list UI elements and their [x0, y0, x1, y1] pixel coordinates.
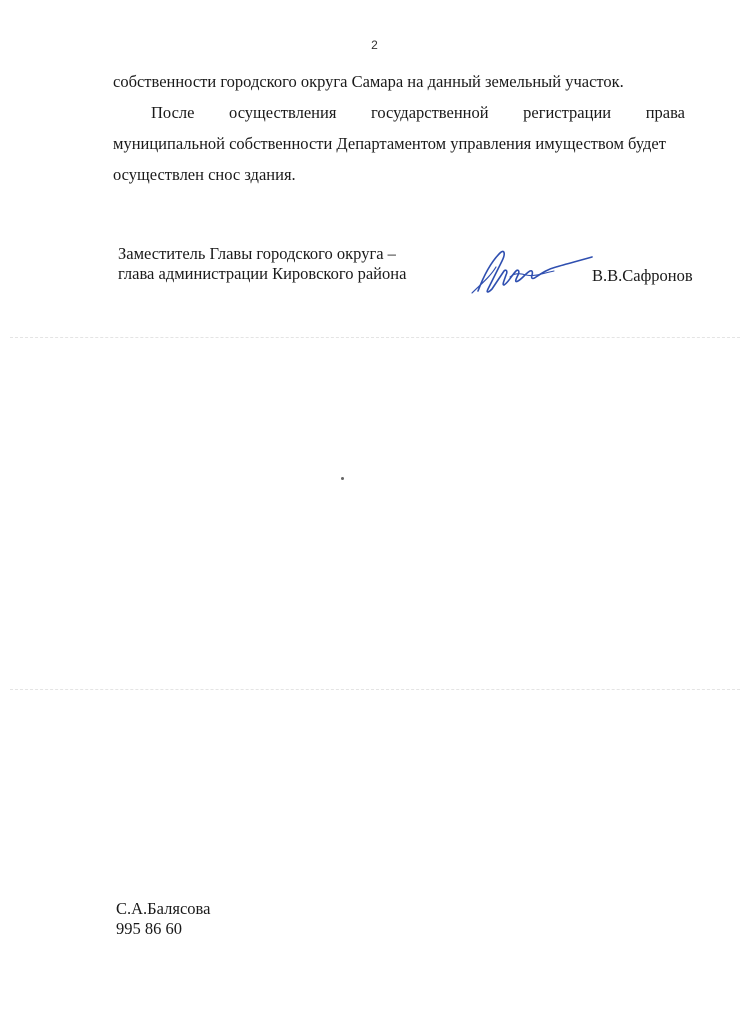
body-word: государственной	[370, 103, 489, 122]
executor-phone: 995 86 60	[116, 919, 182, 938]
body-word: осуществления	[229, 103, 337, 122]
body-line-3: муниципальной собственности Департаментом управления имуществом будет	[113, 134, 666, 153]
body-line-1: собственности городского округа Самара на данный земельный участок.	[113, 72, 624, 91]
body-line-2	[113, 97, 685, 128]
body-line-4: осуществлен снос здания.	[113, 165, 296, 184]
signatory-position-line-1: Заместитель Главы городского округа –	[118, 244, 396, 263]
fold-line	[10, 689, 740, 690]
signatory-position-line-2: глава администрации Кировского района	[118, 264, 407, 283]
executor-name: С.А.Балясова	[116, 899, 211, 918]
body-word: регистрации	[523, 103, 612, 122]
page-number: 2	[371, 38, 378, 52]
body-word: После	[151, 103, 195, 122]
scan-speck	[341, 477, 344, 480]
fold-line	[10, 337, 740, 338]
body-word: права	[645, 103, 685, 122]
handwritten-signature	[470, 247, 600, 299]
signatory-name: В.В.Сафронов	[592, 266, 693, 285]
executor-block	[116, 899, 210, 939]
letter-body	[113, 66, 685, 190]
signatory-position	[118, 244, 406, 284]
